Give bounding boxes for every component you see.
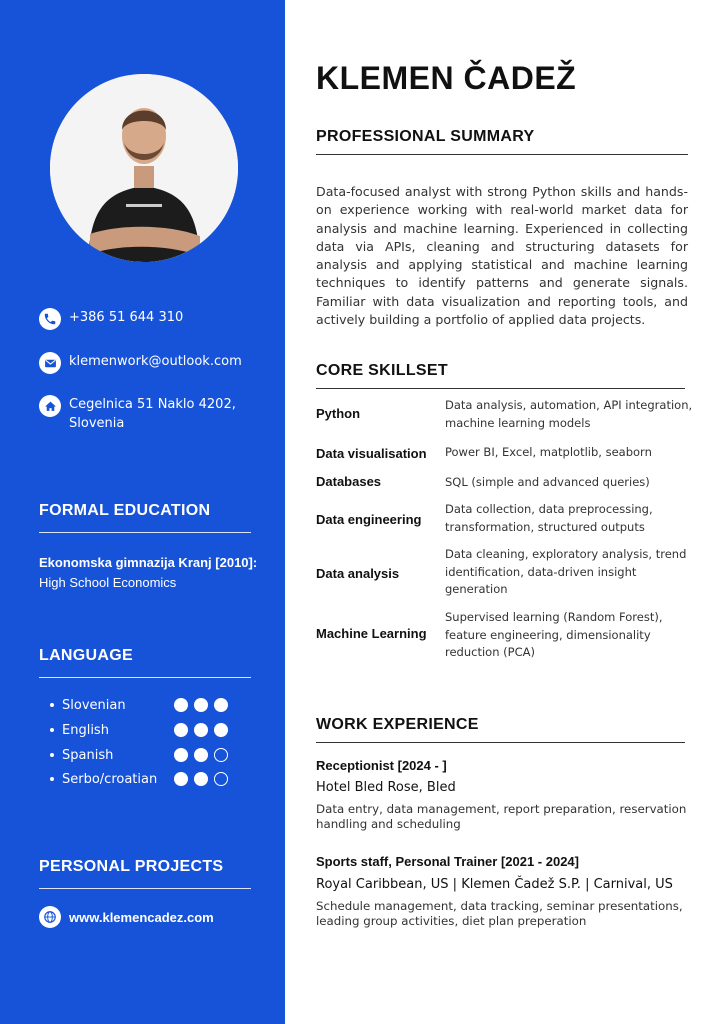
- level-dot-filled: [194, 748, 208, 762]
- language-level: [174, 698, 228, 712]
- education-degree: High School Economics: [39, 575, 177, 590]
- level-dot-filled: [194, 772, 208, 786]
- skill-label: Data engineering: [316, 512, 422, 527]
- contact-email: [39, 352, 242, 374]
- education-school: Ekonomska gimnazija Kranj [2010]:: [39, 555, 258, 570]
- level-dot-filled: [194, 723, 208, 737]
- job-desc: Data entry, data management, report preparation, reservation handling and scheduling: [316, 802, 687, 831]
- bullet: [50, 753, 54, 757]
- job-desc: Schedule management, data tracking, seminar presentations, leading group activities, diet plan preperation: [316, 899, 683, 928]
- language-item: [50, 720, 240, 740]
- language-name: Spanish: [62, 747, 114, 763]
- language-level: [174, 723, 228, 737]
- address: [69, 395, 236, 433]
- summary-text: Data-focused analyst with strong Python skills and hands-on experience working with real-world market data for analysis and machine learning. Experienced in collecting data via APIs, cleaning and structuring datasets for analysis and applying statistical and machine learning techniques to identify patterns and generate signals. Familiar with data visualization and reporting tools, and actively building a portfolio of applied data projects.: [316, 184, 688, 328]
- language-level: [174, 772, 228, 786]
- language-item: [50, 695, 240, 715]
- language-name: English: [62, 722, 109, 738]
- level-dot-empty: [214, 772, 228, 786]
- job-title: Receptionist [2024 - ]: [316, 758, 447, 773]
- language-item: [50, 745, 240, 765]
- project-website: [39, 906, 214, 928]
- contact-phone: [39, 308, 183, 330]
- job-org: Hotel Bled Rose, Bled: [316, 780, 456, 795]
- bullet: [50, 728, 54, 732]
- language-level: [174, 748, 228, 762]
- skill-label: Python: [316, 406, 361, 421]
- work-heading: WORK EXPERIENCE: [316, 716, 685, 743]
- level-dot-filled: [214, 723, 228, 737]
- language-heading: LANGUAGE: [39, 647, 251, 678]
- skill-desc: Power BI, Excel, matplotlib, seaborn: [445, 445, 652, 459]
- projects-heading: PERSONAL PROJECTS: [39, 858, 251, 889]
- address-line-2: Slovenia: [69, 416, 125, 431]
- summary-heading: PROFESSIONAL SUMMARY: [316, 128, 688, 155]
- language-item: [50, 769, 240, 789]
- level-dot-filled: [174, 698, 188, 712]
- profile-photo: [50, 74, 238, 262]
- level-dot-filled: [174, 772, 188, 786]
- mail-icon: [39, 352, 61, 374]
- phone-icon: [39, 308, 61, 330]
- contact-address: [39, 395, 236, 433]
- bullet: [50, 777, 54, 781]
- skill-label: Databases: [316, 474, 382, 489]
- full-name: KLEMEN ČADEŽ: [316, 60, 577, 96]
- skill-desc: Data cleaning, exploratory analysis, trend identification, data-driven insight generation: [445, 547, 687, 596]
- level-dot-filled: [174, 723, 188, 737]
- bullet: [50, 703, 54, 707]
- level-dot-filled: [214, 698, 228, 712]
- education-heading: FORMAL EDUCATION: [39, 502, 251, 533]
- address-line-1: Cegelnica 51 Naklo 4202,: [69, 397, 236, 412]
- website-link[interactable]: www.klemencadez.com: [69, 909, 214, 925]
- email-address[interactable]: klemenwork@outlook.com: [69, 354, 242, 369]
- sidebar: [0, 0, 285, 1024]
- level-dot-empty: [214, 748, 228, 762]
- job-title: Sports staff, Personal Trainer [2021 - 2024]: [316, 854, 579, 869]
- skill-desc: SQL (simple and advanced queries): [445, 475, 650, 489]
- skill-label: Machine Learning: [316, 626, 427, 641]
- skill-desc: Supervised learning (Random Forest), feature engineering, dimensionality reduction (PCA): [445, 610, 663, 659]
- phone-number[interactable]: +386 51 644 310: [69, 310, 184, 325]
- profile-photo-image: [50, 74, 238, 262]
- skill-desc: Data analysis, automation, API integration, machine learning models: [445, 398, 693, 430]
- language-name: Slovenian: [62, 697, 126, 713]
- globe-icon: [39, 906, 61, 928]
- skill-label: Data analysis: [316, 566, 400, 581]
- skill-desc: Data collection, data preprocessing, transformation, structured outputs: [445, 502, 653, 534]
- level-dot-filled: [174, 748, 188, 762]
- home-icon: [39, 395, 61, 417]
- language-name: Serbo/croatian: [62, 771, 158, 787]
- level-dot-filled: [194, 698, 208, 712]
- skills-heading: CORE SKILLSET: [316, 362, 685, 389]
- job-org: Royal Caribbean, US | Klemen Čadež S.P. | Carnival, US: [316, 877, 673, 892]
- skill-label: Data visualisation: [316, 446, 427, 461]
